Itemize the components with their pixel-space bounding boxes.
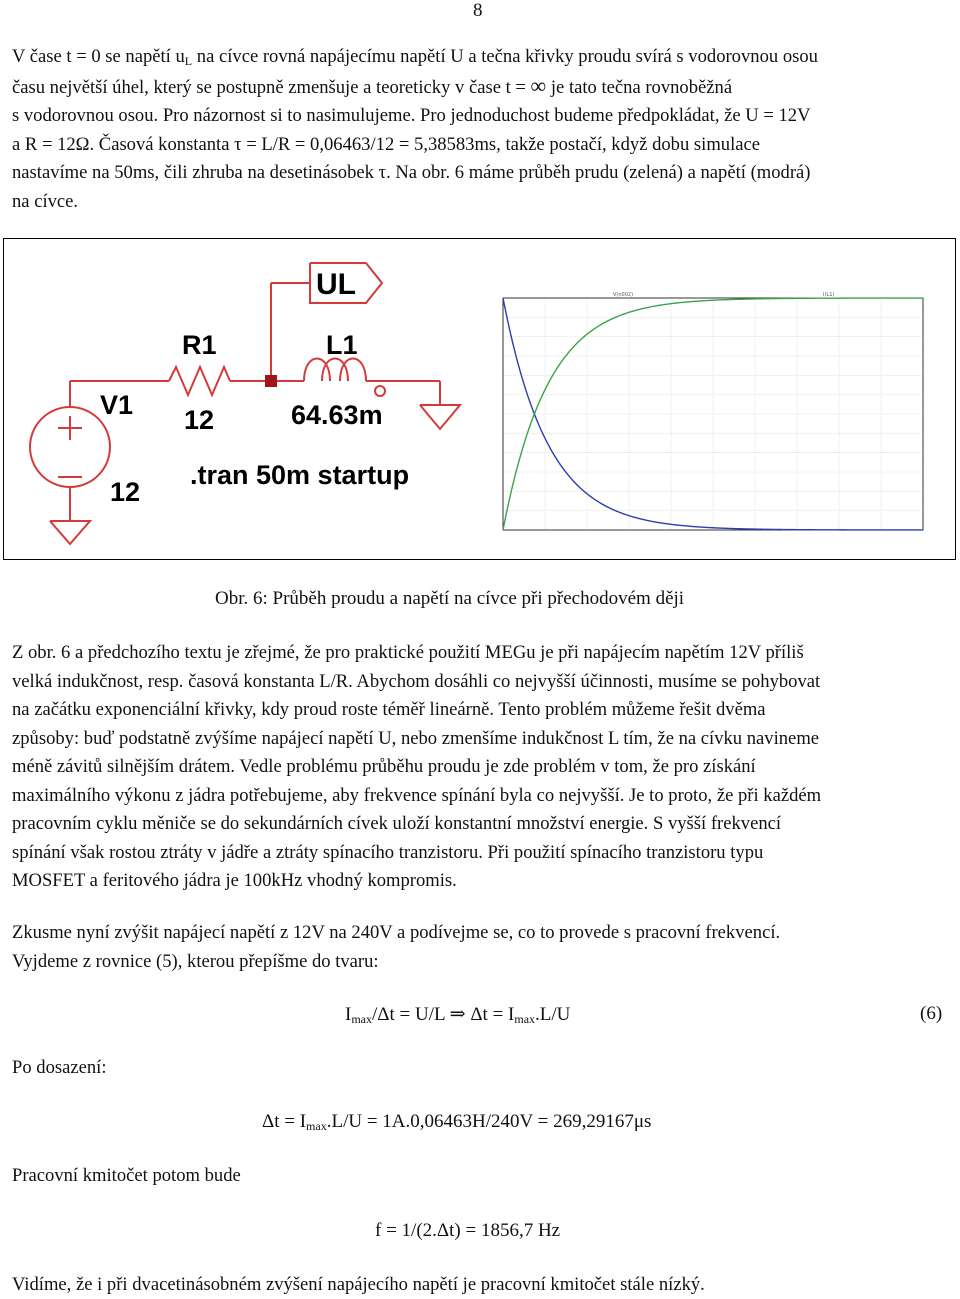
text-line: na cívce.: [12, 190, 79, 212]
text-line: MOSFET a feritového jádra je 100kHz vhodný kompromis.: [12, 870, 457, 891]
text-line: způsoby: buď podstatně zvýšíme napájecí napětí U, nebo zmenšíme indukčnost L tím, že na cívku navineme: [12, 727, 820, 749]
eq-text: Δt = I: [465, 1004, 515, 1025]
text-line: maximálního výkonu z jádra potřebujeme, aby frekvence spínání byla co nejvyšší. Je to proto, že při každém: [12, 784, 822, 806]
po-dosazeni-label: Po dosazení:: [12, 1057, 107, 1078]
eq-subscript: max: [351, 1012, 372, 1026]
text-line: na začátku exponenciální křivky, kdy proud roste téměř lineárně. Tento problém můžeme řešit dvěma: [12, 699, 766, 720]
source-name: V1: [100, 390, 134, 420]
paragraph-intro: [12, 43, 947, 216]
final-sentence: Vidíme, že i při dvacetinásobném zvýšení napájecího napětí je pracovní kmitočet stále nízký.: [12, 1274, 705, 1295]
subscript: L: [184, 54, 193, 68]
text-line: velká indukčnost, resp. časová konstanta L/R. Abychom dosáhli co nejvyšší účinnosti, musíme se pohybovat: [12, 670, 821, 692]
text-line: Z obr. 6 a předchozího textu je zřejmé, že pro praktické použití MEGu je při napájecím napětím 12V příliš: [12, 642, 804, 663]
text-line: méně závitů silnějším drátem. Vedle problému průběhu proudu je zde problém v tom, že pro získání: [12, 756, 756, 777]
resistor-name: R1: [182, 330, 217, 360]
source-value: 12: [110, 477, 141, 507]
text: je tato tečna rovnoběžná: [546, 76, 733, 98]
node-label: UL: [316, 268, 356, 301]
transient-plot: [483, 290, 955, 545]
pracovni-label: Pracovní kmitočet potom bude: [12, 1165, 241, 1186]
eq-text: .L/U = 1A.0,06463H/240V = 269,29167μs: [326, 1111, 652, 1132]
inductor-value: 64.63m: [291, 400, 383, 430]
paragraph-proposal: [12, 919, 947, 976]
eq-subscript: max: [514, 1012, 536, 1026]
legend-voltage: V(n002): [613, 292, 634, 298]
text-line: pracovním cyklu měniče se do sekundárních cívek uloží konstantní množství energie. S vyšší frekvencí: [12, 813, 782, 834]
text-line: spínání však rostou ztráty v jádře a ztráty spínacího tranzistoru. Při použití spínacího tranzistoru typu: [12, 841, 764, 863]
circuit-schematic: [4, 239, 480, 559]
equation-frequency: f = 1/(2.Δt) = 1856,7 Hz: [375, 1220, 561, 1241]
text-line: Vyjdeme z rovnice (5), kterou přepíšme do tvaru:: [12, 950, 379, 972]
legend-current: I(L1): [823, 292, 835, 298]
text: V čase t = 0 se napětí u: [12, 46, 185, 67]
paragraph-analysis: [12, 639, 947, 896]
plot-grid: [503, 298, 923, 530]
text: času největší úhel, který se postupně zmenšuje a teoreticky v čase t =: [12, 76, 531, 98]
figure-caption: Obr. 6: Průběh proudu a napětí na cívce při přechodovém ději: [215, 588, 685, 609]
text: na cívce rovná napájecímu napětí U a tečna křivky proudu svírá s vodorovnou osou: [192, 46, 818, 67]
tran-directive: .tran 50m startup: [190, 460, 410, 490]
text-line: a R = 12Ω. Časová konstanta τ = L/R = 0,06463/12 = 5,38583ms, takže postačí, když dobu simulace: [12, 133, 760, 155]
text-line: nastavíme na 50ms, čili zhruba na desetinásobek τ. Na obr. 6 máme průběh prudu (zelená) a napětí (modrá): [12, 162, 811, 183]
text-line: Zkusme nyní zvýšit napájecí napětí z 12V na 240V a podívejme se, co to provede s pracovní frekvencí.: [12, 922, 781, 943]
eq-text: Δt = I: [262, 1111, 307, 1132]
inductor-name: L1: [326, 330, 358, 360]
eq-text: .L/U: [535, 1004, 571, 1025]
equation-6: [345, 1003, 570, 1026]
infinity-symbol: ∞: [530, 72, 547, 98]
text-line: s vodorovnou osou. Pro názornost si to nasimulujeme. Pro jednoduchost budeme předpokládat, že U = 12V: [12, 105, 811, 126]
eq-subscript: max: [306, 1119, 327, 1133]
page-number: 8: [473, 0, 483, 21]
implies-arrow: ⇒: [449, 1004, 466, 1025]
resistor-value: 12: [184, 405, 215, 435]
eq-text: /Δt = U/L: [372, 1004, 450, 1025]
eq-text: I: [345, 1004, 352, 1025]
equation-delta-t: [262, 1111, 651, 1133]
equation-number: (6): [920, 1003, 943, 1024]
